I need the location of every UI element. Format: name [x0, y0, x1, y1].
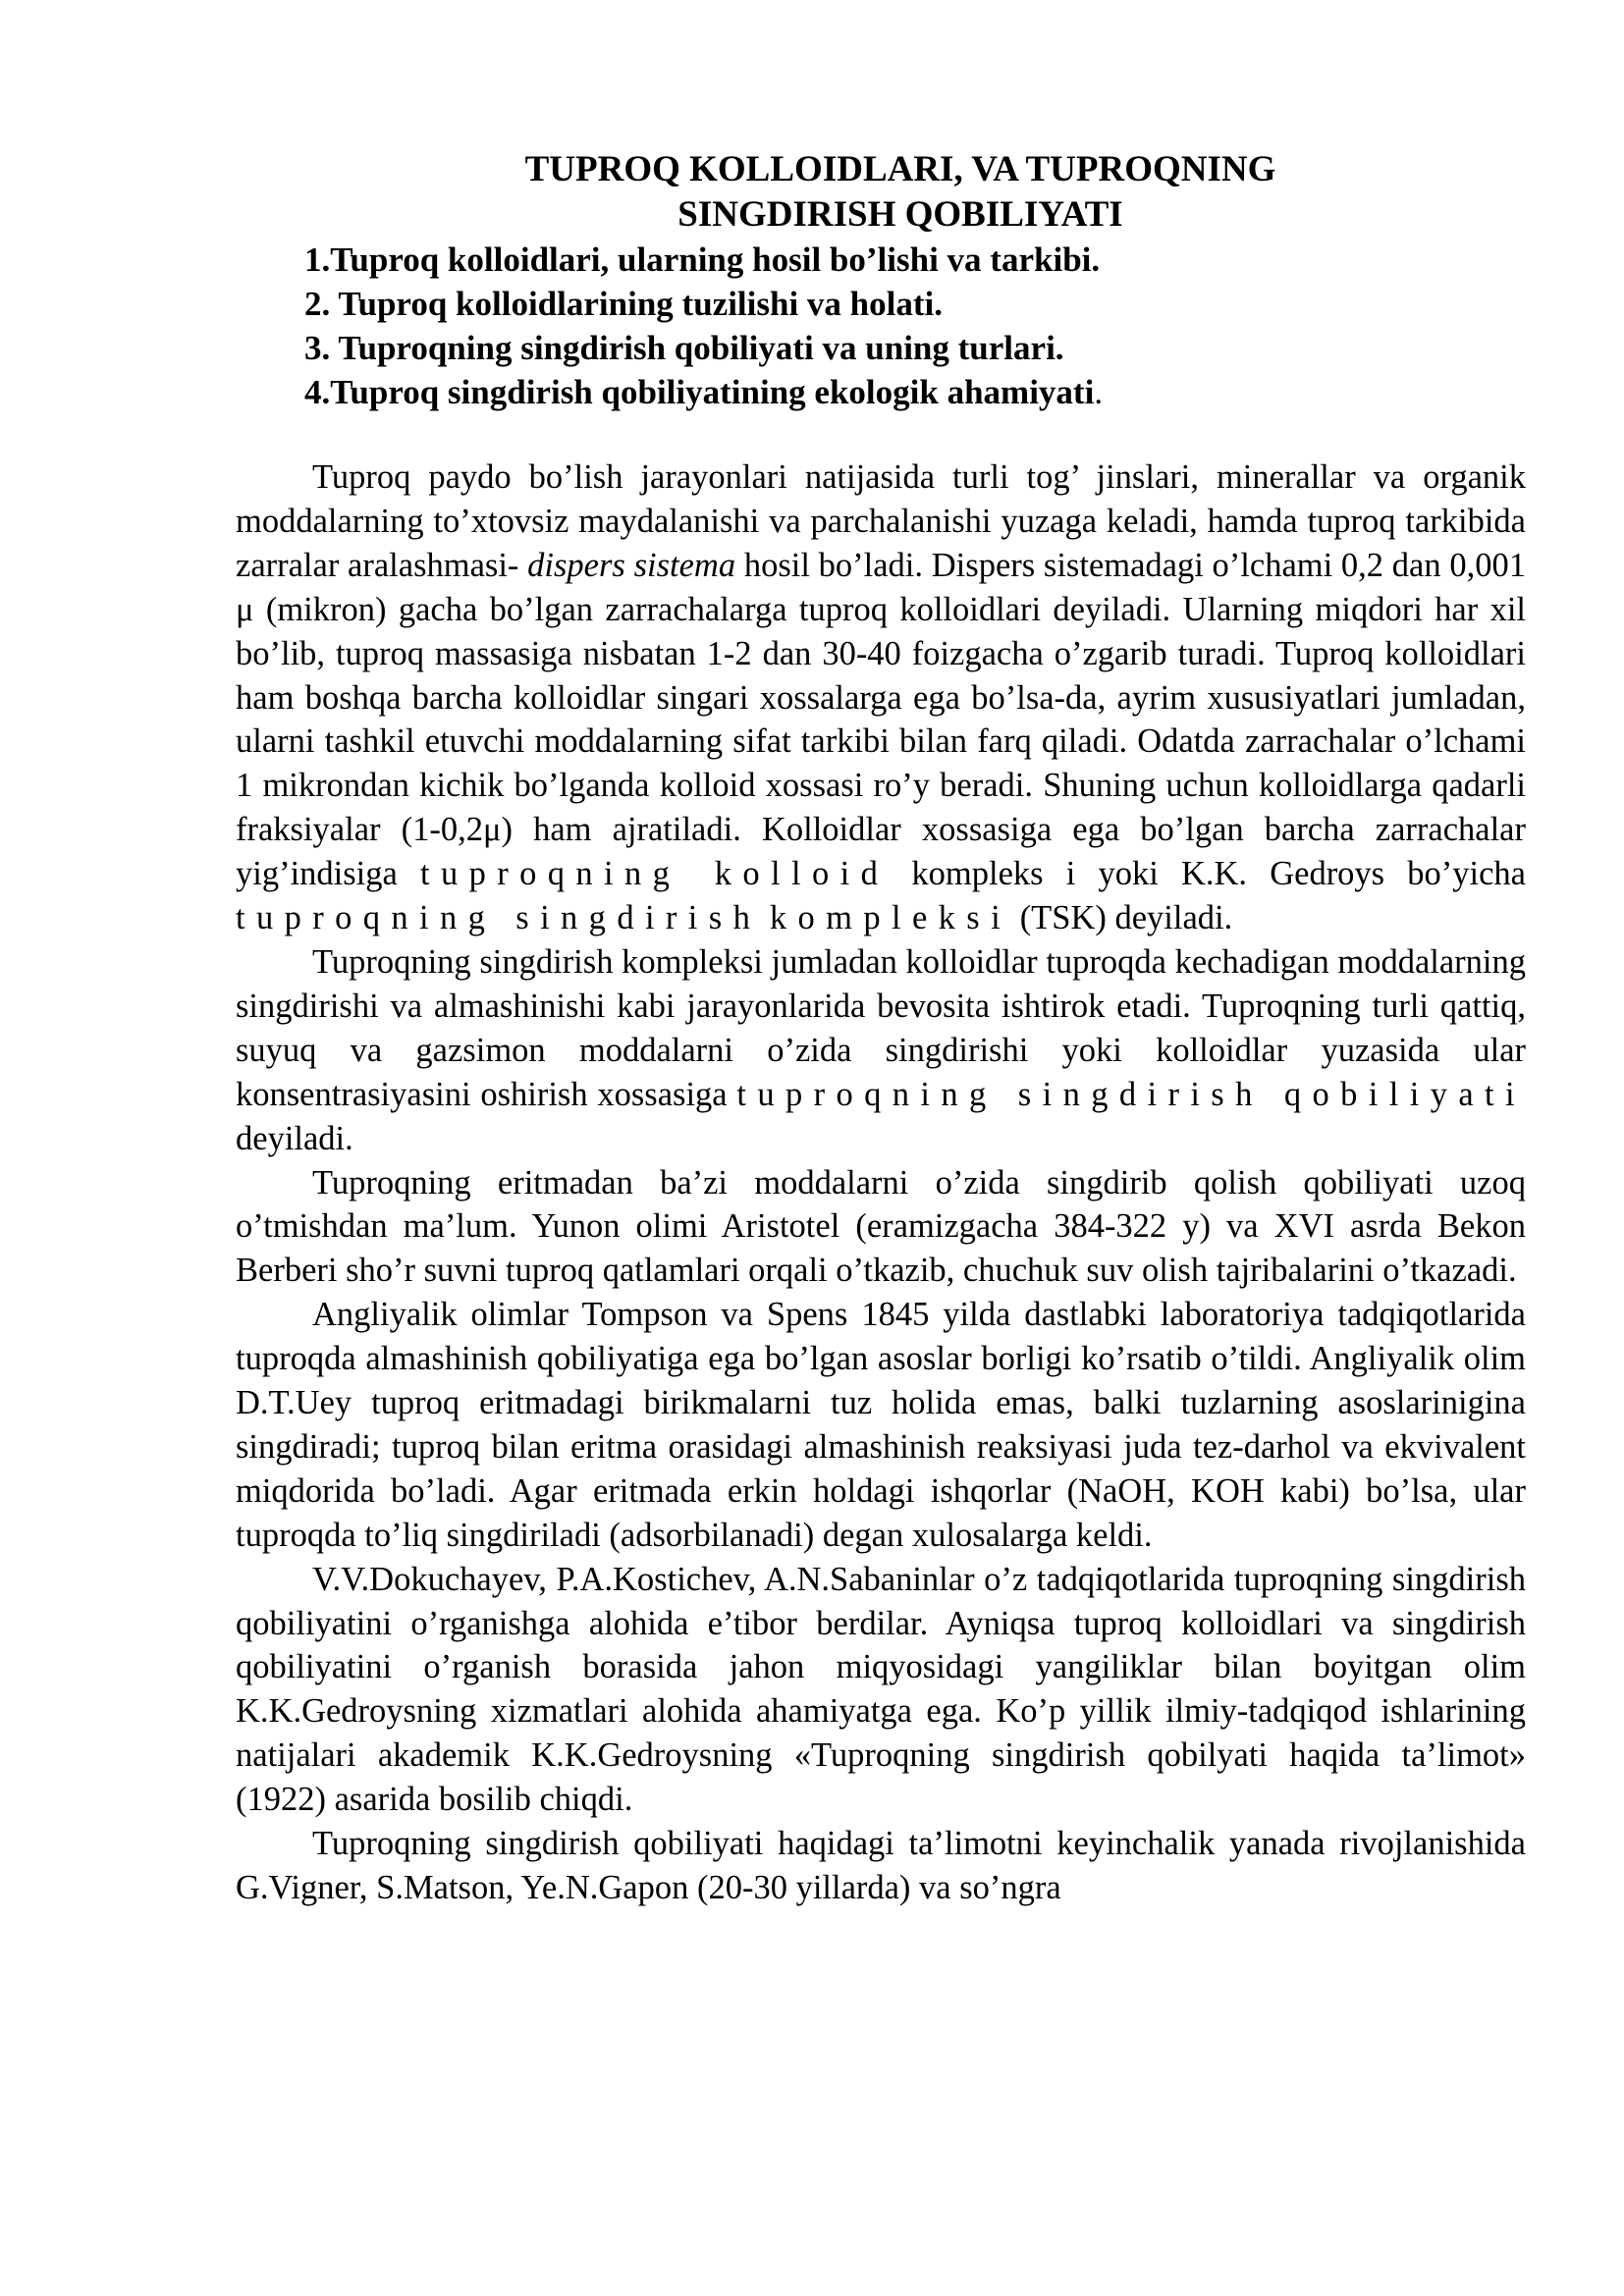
- topic-outline: [236, 238, 1526, 414]
- outline-item-4-period: .: [1094, 373, 1104, 411]
- outline-item-2: 2. Tuproq kolloidlarining tuzilishi va holati.: [304, 285, 943, 323]
- document-page: [236, 147, 1526, 1910]
- outline-item-3: 3. Tuproqning singdirish qobiliyati va uning turlari.: [304, 329, 1064, 367]
- paragraph-2: [236, 940, 1526, 1161]
- paragraph-3: Tuproqning eritmadan ba’zi moddalarni o’zida singdirib qolish qobiliyati uzoq o’tmishdan ma’lum. Yunon olimi Aristotel (eramizgacha 384-322 y) va XVI asrda Bekon Berberi sho’r suvni tuproq qatlamlari orqali o’tkazib, chuchuk suv olish tajribalarini o’tkazadi.: [236, 1163, 1526, 1290]
- p1-text-e: kompleks i yoki K.K. Gedroys bo’yicha: [889, 855, 1526, 893]
- document-title: [236, 147, 1526, 238]
- outline-item-4-text: 4.Tuproq singdirish qobiliyatining ekologik ahamiyati: [304, 373, 1095, 411]
- paragraph-5: V.V.Dokuchayev, P.A.Kostichev, A.N.Sabaninlar o’z tadqiqotlarida tuproqning singdirish qobiliyatini o’rganishga alohida e’tibor berdilar. Ayniqsa tuproq kolloidlari va singdirish qobiliyatini o’rganish borasida jahon miqyosidagi yangiliklar bilan boyitgan olim K.K.Gedroysning xizmatlari alohida ahamiyatga ega. Ko’p yillik ilmiy-tadqiqod ishlarining natijalari akademik K.K.Gedroysning «Tuproqning singdirish qobilyati haqida ta’limot» (1922) asarida bosilib chiqdi.: [236, 1560, 1526, 1819]
- paragraph-6: Tuproqning singdirish qobiliyati haqidagi ta’limotni keyinchalik yanada rivojlanishida G.Vigner, S.Matson, Ye.N.Gapon (20-30 yillarda) va so’ngra: [236, 1825, 1526, 1906]
- p1-text-i: (TSK) deyiladi.: [1011, 899, 1233, 937]
- p1-text-a: Tuproq paydo bo’lish jarayonlari natijasida turli tog’ jinslari, minerallar va organik moddalarning to’xtovsiz maydalanishi va parchalanishi yuzaga keladi, hamda tuproq tarkibida zarralar aralashmasi-: [236, 458, 1526, 584]
- p2-text-a: Tuproqning singdirish kompleksi jumladan kolloidlar tuproqda kechadigan moddalarning singdirishi va almashinishi kabi jarayonlarida bevosita ishtirok etadi. Tuproqning turli qattiq, suyuq va gazsimon moddalarni o’zida singdirishi yoki kolloidlar yuzasida ular konsentrasiyasini oshirish xossasiga: [236, 942, 1526, 1113]
- p1-text-g: [761, 899, 770, 936]
- p2-text-c: deyiladi.: [236, 1119, 353, 1157]
- document-body: [236, 455, 1526, 1910]
- outline-item-4: [304, 370, 1526, 414]
- p1-text-c: hosil bo’ladi. Dispers sistemadagi o’lchami 0,2 dan 0,001 μ (mikron) gacha bo’lgan zarrachalarga tuproq kolloidlari deyiladi. Ularning miqdori har xil bo’lib, tuproq massasiga nisbatan 1-2 dan 30-40 foizgacha o’zgarib turadi. Tuproq kolloidlari ham boshqa barcha kolloidlar singari xossalarga ega bo’lsa-da, ayrim xususiyatlari jumladan, ularni tashkil etuvchi moddalarning sifat tarkibi bilan farq qiladi. Odatda zarrachalar o’lchami 1 mikrondan kichik bo’lganda kolloid xossasi ro’y beradi. Shuning uchun kolloidlarga qadarli fraksiyalar (1-0,2μ) ham ajratiladi. Kolloidlar xossasiga ega bo’lgan barcha zarrachalar yig’indisiga: [236, 546, 1526, 893]
- title-line-2: SINGDIRISH QOBILIYATI: [677, 194, 1123, 235]
- p2-spaced-term: tuproqning singdirish qobiliyati: [736, 1075, 1526, 1113]
- outline-item-1: 1.Tuproq kolloidlari, ularning hosil bo’lishi va tarkibi.: [304, 240, 1101, 279]
- paragraph-4: Angliyalik olimlar Tompson va Spens 1845 yilda dastlabki laboratoriya tadqiqotlarida tuproqda almashinish qobiliyatiga ega bo’lgan asoslar borligi ko’rsatib o’tildi. Angliyalik olim D.T.Uey tuproq eritmadagi birikmalarni tuz holida emas, balki tuzlarning asoslarinigina singdiradi; tuproq bilan eritma orasidagi almashinish reaksiyasi juda tez-darhol va ekvivalent miqdorida bo’ladi. Agar eritmada erkin holdagi ishqorlar (NaOH, KOH kabi) bo’lsa, ular tuproqda to’liq singdiriladi (adsorbilanadi) degan xulosalarga keldi.: [236, 1296, 1526, 1554]
- p1-italic-term: dispers sistema: [527, 546, 736, 584]
- p1-spaced-term-3: kompleksi: [769, 899, 1012, 937]
- p1-spaced-term-1: tuproqning kolloid: [419, 855, 890, 893]
- paragraph-1: [236, 455, 1526, 940]
- p1-spaced-term-2: tuproqning singdirish: [236, 899, 762, 937]
- title-line-1: TUPROQ KOLLOIDLARI, VA TUPROQNING: [524, 149, 1276, 189]
